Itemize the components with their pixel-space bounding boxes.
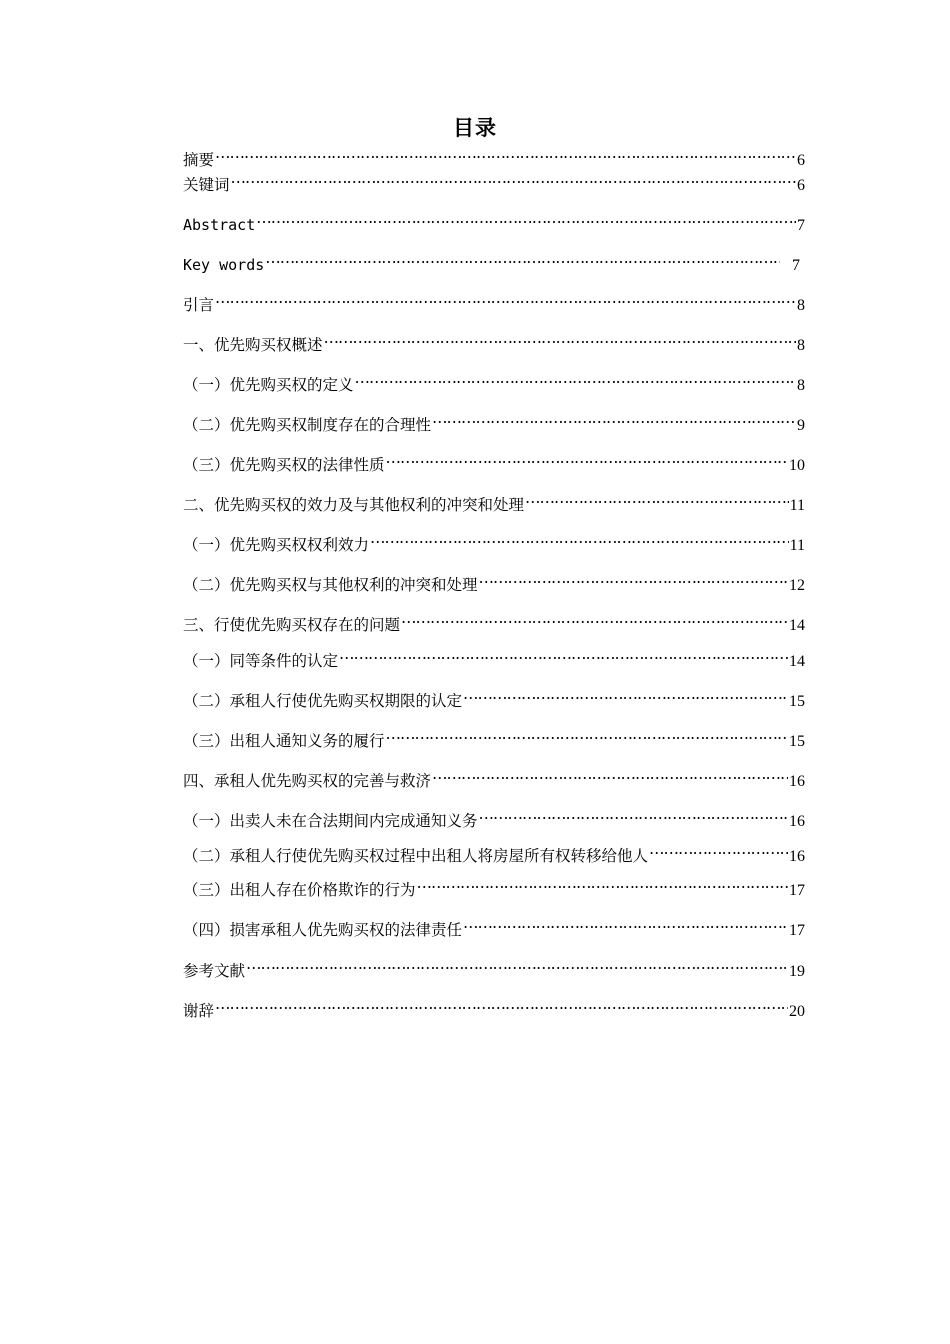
toc-dot-leader [432,762,788,786]
toc-entry-chapter-1[interactable] [183,326,805,354]
toc-entry-keywords-cn[interactable] [183,166,805,194]
toc-entry-label: 谢辞 [183,1002,215,1020]
toc-page-number: 9 [797,417,805,434]
toc-page-number: 20 [789,1003,805,1020]
toc-page-number: 7 [797,217,805,234]
toc-dot-leader [463,682,788,706]
toc-entry-label: （四）损害承租人优先购买权的法律责任 [183,921,463,939]
toc-entry-section-3-3[interactable] [183,722,805,750]
toc-entry-label: 四、承租人优先购买权的完善与救济 [183,772,432,790]
toc-page-number: 8 [797,297,805,314]
toc-dot-leader [215,286,796,310]
toc-dot-leader [265,246,780,270]
toc-entry-section-1-3[interactable] [183,446,805,474]
toc-dot-leader [246,952,788,976]
toc-page-number: 10 [789,457,805,474]
toc-entry-label: （二）承租人行使优先购买权过程中出租人将房屋所有权转移给他人 [183,847,649,865]
toc-entry-label: （三）出租人存在价格欺诈的行为 [183,881,416,899]
toc-page-number: 16 [789,848,805,865]
toc-entry-section-1-2[interactable] [183,406,805,434]
toc-entry-section-2-2[interactable] [183,566,805,594]
toc-entry-label: （一）出卖人未在合法期间内完成通知义务 [183,812,478,830]
toc-page-number: 17 [789,922,805,939]
toc-entry-label: （二）承租人行使优先购买权期限的认定 [183,692,463,710]
toc-entry-section-4-4[interactable] [183,911,805,939]
toc-page-number: 17 [789,882,805,899]
toc-page-number: 14 [789,653,805,670]
toc-entry-section-3-1[interactable] [183,642,805,670]
toc-entry-chapter-3[interactable] [183,606,805,634]
toc-page-number: 14 [789,617,805,634]
toc-entry-section-4-1[interactable] [183,802,805,830]
toc-dot-leader [525,486,789,510]
toc-dot-leader [370,526,789,550]
toc-dot-leader [479,566,788,590]
toc-entry-label: （二）优先购买权制度存在的合理性 [183,416,432,434]
toc-entry-chapter-2[interactable] [183,486,805,514]
toc-entry-label: Key words [183,256,265,274]
toc-entry-label: （三）优先购买权的法律性质 [183,456,385,474]
toc-entry-keywords-en[interactable] [183,246,800,274]
toc-dot-leader [479,802,788,826]
toc-page-number: 11 [789,497,805,514]
toc-dot-leader [215,141,796,165]
toc-dot-leader [256,206,796,230]
page-title: 目录 [453,116,497,140]
toc-entry-abstract-cn[interactable] [183,141,805,169]
toc-dot-leader [231,166,796,190]
toc-entry-references[interactable] [183,952,805,980]
toc-dot-leader [417,871,788,895]
toc-dot-leader [432,406,796,430]
toc-page-number: 19 [789,963,805,980]
toc-dot-leader [324,326,796,350]
toc-entry-label: （一）优先购买权的定义 [183,376,354,394]
toc-dot-leader [649,837,788,861]
toc-entry-label: 摘要 [183,151,215,169]
toc-page-number: 6 [797,152,805,169]
toc-page-number: 6 [797,177,805,194]
toc-page-number: 11 [789,537,805,554]
toc-entry-label: （三）出租人通知义务的履行 [183,732,385,750]
toc-dot-leader [215,992,788,1016]
toc-entry-section-3-2[interactable] [183,682,805,710]
toc-dot-leader [386,446,788,470]
toc-page-number: 16 [789,813,805,830]
toc-page-number: 8 [797,377,805,394]
toc-entry-chapter-4[interactable] [183,762,805,790]
toc-page-number: 12 [789,577,805,594]
toc-entry-label: （二）优先购买权与其他权利的冲突和处理 [183,576,478,594]
toc-entry-acknowledgements[interactable] [183,992,805,1020]
toc-entry-label: 引言 [183,296,215,314]
toc-page-number: 7 [792,257,800,274]
toc-page-number: 8 [797,337,805,354]
toc-dot-leader [386,722,788,746]
toc-entry-label: 一、优先购买权概述 [183,336,323,354]
toc-entry-label: 关键词 [183,176,230,194]
toc-dot-leader [355,366,796,390]
toc-entry-section-2-1[interactable] [183,526,805,554]
toc-dot-leader [463,911,788,935]
toc-dot-leader [401,606,788,630]
toc-entry-introduction[interactable] [183,286,805,314]
toc-page-number: 15 [789,733,805,750]
toc-entry-label: 三、行使优先购买权存在的问题 [183,616,401,634]
toc-entry-abstract-en[interactable] [183,206,805,234]
toc-entry-section-4-3[interactable] [183,871,805,899]
toc-entry-label: 二、优先购买权的效力及与其他权利的冲突和处理 [183,496,525,514]
toc-entry-label: （一）优先购买权权利效力 [183,536,370,554]
toc-entry-label: （一）同等条件的认定 [183,652,339,670]
toc-entry-section-1-1[interactable] [183,366,805,394]
toc-page-number: 16 [789,773,805,790]
toc-page-number: 15 [789,693,805,710]
toc-entry-label: Abstract [183,216,256,234]
toc-dot-leader [339,642,788,666]
toc-entry-section-4-2[interactable] [183,837,805,865]
toc-entry-label: 参考文献 [183,962,246,980]
